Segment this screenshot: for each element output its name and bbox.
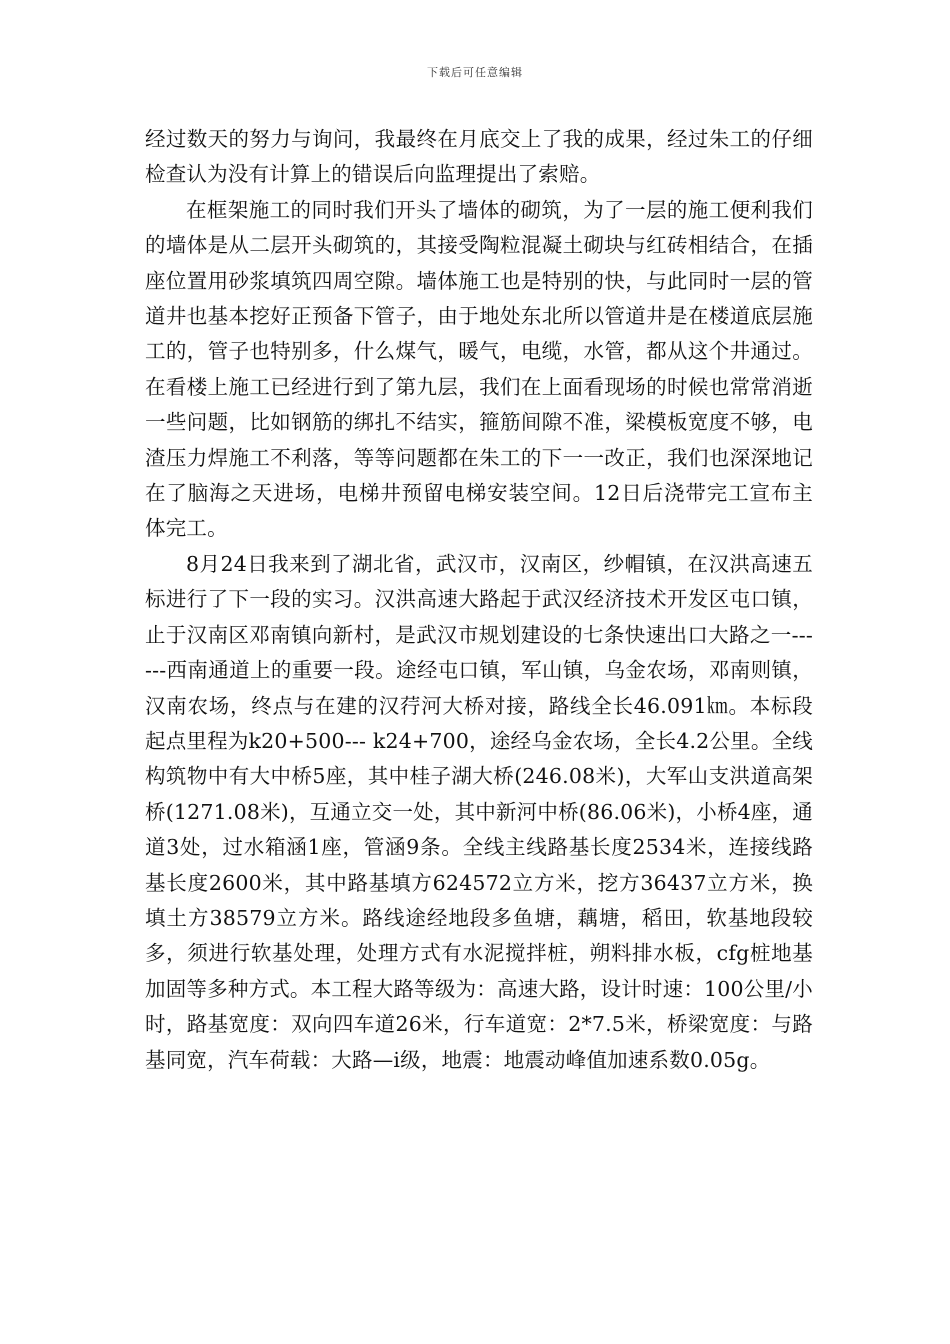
document-body	[145, 122, 813, 1078]
paragraph-1: 经过数天的努力与询问，我最终在月底交上了我的成果，经过朱工的仔细检查认为没有计算上的错误后向监理提出了索赔。	[145, 127, 813, 187]
paragraph-3: 8月24日我来到了湖北省，武汉市，汉南区，纱帽镇，在汉洪高速五标进行了下一段的实习。汉洪高速大路起于武汉经济技术开发区屯口镇，止于汉南区邓南镇向新村，是武汉市规划建设的七条快速出口大路之一------西南通道上的重要一段。途经屯口镇，军山镇，乌金农场，邓南则镇，汉南农场，终点与在建的汉荇河大桥对接，路线全长46.091㎞。本标段起点里程为k20+500--- k24+700，途经乌金农场，全长4.2公里。全线构筑物中有大中桥5座，其中桂子湖大桥(246.08米)，大军山支洪道高架桥(1271.08米)，互通立交一处，其中新河中桥(86.06米)，小桥4座，通道3处，过水箱涵1座，管涵9条。全线主线路基长度2534米，连接线路基长度2600米，其中路基填方624572立方米，挖方36437立方米，换填土方38579立方米。路线途经地段多鱼塘，藕塘，稻田，软基地段较多，须进行软基处理，处理方式有水泥搅拌桩，朔料排水板，cfg桩地基加固等多种方式。本工程大路等级为：高速大路，设计时速：100公里/小时，路基宽度：双向四车道26米，行车道宽：2*7.5米，桥梁宽度：与路基同宽，汽车荷载：大路—ⅰ级，地震：地震动峰值加速系数0.05g。	[145, 551, 813, 1072]
paragraph-2: 在框架施工的同时我们开头了墙体的砌筑，为了一层的施工便利我们的墙体是从二层开头砌筑的，其接受陶粒混凝土砌块与红砖相结合，在插座位置用砂浆填筑四周空隙。墙体施工也是特别的快，与此同时一层的管道井也基本挖好正预备下管子，由于地处东北所以管道井是在楼道底层施工的，管子也特别多，什么煤气，暖气，电缆，水管，都从这个井通过。在看楼上施工已经进行到了第九层，我们在上面看现场的时候也常常消逝一些问题，比如钢筋的绑扎不结实，箍筋间隙不准，梁模板宽度不够，电渣压力焊施工不利落，等等问题都在朱工的下一一改正，我们也深深地记在了脑海之天进场，电梯井预留电梯安装空间。12日后浇带完工宣布主体完工。	[145, 197, 813, 541]
page-header: 下载后可任意编辑	[427, 66, 523, 79]
